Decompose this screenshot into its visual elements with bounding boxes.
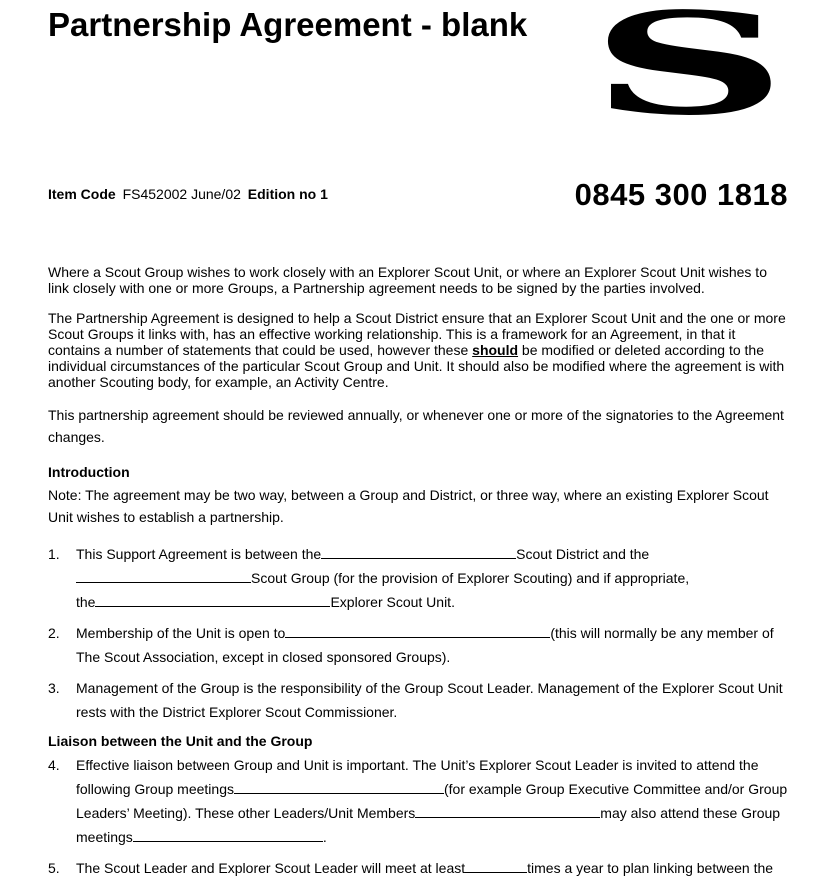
item-text: Membership of the Unit is open to (this will normally be any member of The Scout Association, except in closed sponsored Groups). (76, 625, 774, 665)
paragraph: The Partnership Agreement is designed to help a Scout District ensure that an Explorer Scout Unit and the one or more Scout Groups it links with, has an effective working relationship. This is a framework for an Agreement, in that it contains a number of statements that could be used, however these should be modified or deleted according to the individual circumstances of the particular Scout Group and Unit. It should also be modified where the agreement is with another Scouting body, for example, an Activity Centre. (48, 310, 786, 390)
text-with-blank: meetings . (76, 829, 327, 845)
phone-number: 0845 300 1818 (574, 177, 788, 212)
numbered-item (48, 753, 790, 849)
paragraph: This partnership agreement should be reviewed annually, or whenever one or more of the signatories to the Agreement changes. (48, 407, 784, 445)
document-title: Partnership Agreement - blank (48, 6, 528, 43)
blank-line (285, 623, 550, 638)
item-number: 4. (48, 757, 60, 773)
blank-line (234, 779, 444, 794)
document-body (48, 264, 790, 880)
section-heading: Introduction (48, 464, 130, 480)
text-with-blank: least (436, 860, 528, 876)
item-number: 1. (48, 546, 60, 562)
item-code-line (48, 186, 328, 203)
text-with-blank: the (76, 594, 330, 610)
numbered-item (48, 856, 790, 880)
blank-line (76, 568, 251, 583)
text-with-blank: the (302, 546, 516, 562)
item-code-label: Item Code (48, 186, 116, 202)
blank-line (133, 827, 323, 842)
numbered-item (48, 621, 790, 669)
item-number: 2. (48, 625, 60, 641)
blank-line (415, 803, 600, 818)
edition-label: Edition no 1 (247, 186, 328, 202)
blank-line (465, 858, 527, 873)
blank-line (321, 544, 516, 559)
emphasis-text: should (472, 342, 519, 358)
item-text: Effective liaison between Group and Unit is important. The Unit’s Explorer Scout Leader is invited to attend the following Group meetings (for example Group Executive Committee and/or Group Leaders’ Meeting). These other Leaders/Unit Members may also attend these Group meetings . (76, 757, 788, 845)
item-code-value: FS452002 June/02 (122, 186, 241, 202)
text-with-blank: meetings (177, 781, 444, 797)
item-number: 3. (48, 680, 60, 696)
item-text: Management of the Group is the responsibility of the Group Scout Leader. Management of the Explorer Scout Unit rests with the District Explorer Scout Commissioner. (76, 680, 783, 720)
item-text: This Support Agreement is between the Scout District and the Scout Group (for the provision of Explorer Scouting) and if appropriate, the Explorer Scout Unit. (76, 546, 690, 610)
blank-line (95, 592, 330, 607)
scout-association-logo-s: S (589, 0, 787, 147)
paragraph: Note: The agreement may be two way, between a Group and District, or three way, where an existing Explorer Scout Unit wishes to establish a partnership. (48, 487, 769, 525)
paragraph: Where a Scout Group wishes to work closely with an Explorer Scout Unit, or where an Explorer Scout Unit wishes to link closely with one or more Groups, a Partnership agreement needs to be signed by the parties involved. (48, 264, 767, 296)
text-with-blank: to (274, 625, 551, 641)
section-heading: Liaison between the Unit and the Group (48, 733, 313, 749)
item-text: The Scout Leader and Explorer Scout Leader will meet at least times a year to plan linking between the (76, 860, 774, 876)
item-number: 5. (48, 860, 60, 876)
numbered-item (48, 542, 790, 614)
text-with-blank: Members (357, 805, 600, 821)
numbered-item (48, 676, 790, 724)
